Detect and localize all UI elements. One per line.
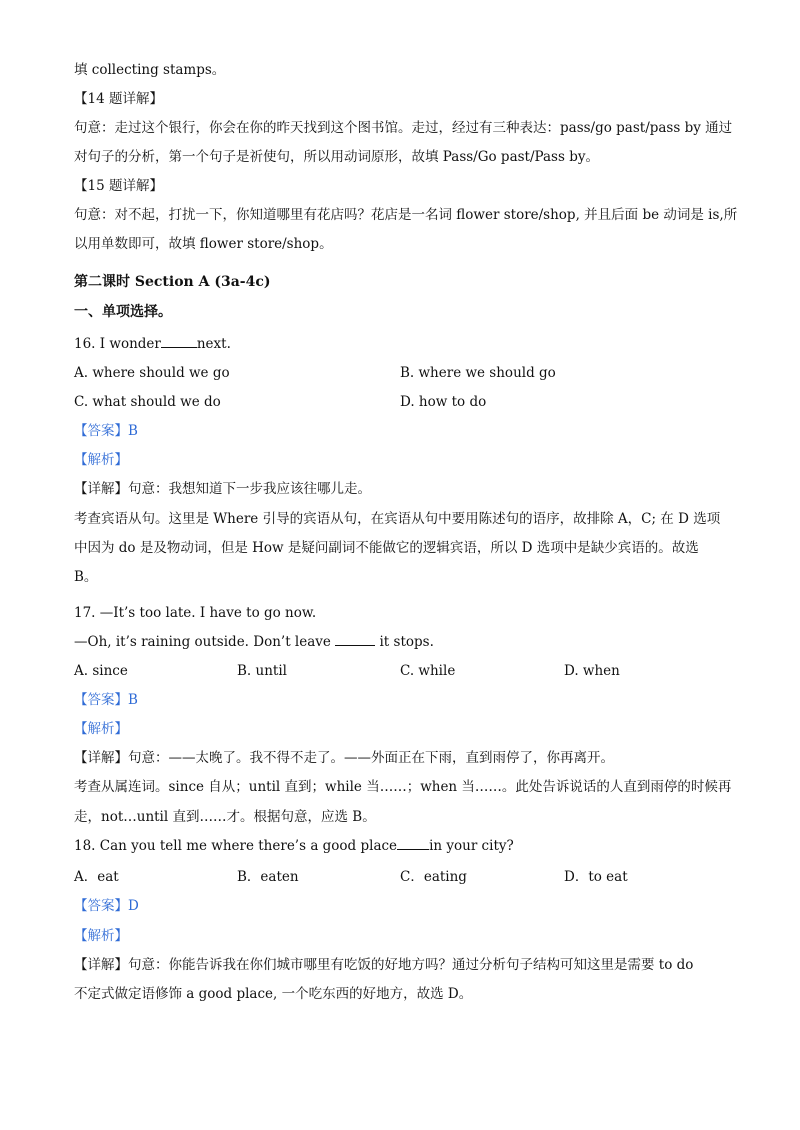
stem-text: in your city?	[429, 838, 514, 854]
text-line: 句意：走过这个银行，你会在你的昨天找到这个图书馆。走过，经过有三种表达：pass/go past/pass by 通过	[74, 120, 733, 136]
detail-text: 不定式做定语修饰 a good place, 一个吃东西的好地方，故选 D。	[74, 986, 473, 1002]
part-title: 一、单项选择。	[74, 304, 172, 320]
explanation-text: B。	[74, 569, 98, 585]
detail-text: 【详解】句意：我想知道下一步我应该往哪儿走。	[74, 481, 371, 497]
analysis-label: 【解析】	[74, 452, 128, 468]
section-title: 第二课时 Section A (3a-4c)	[74, 274, 271, 290]
text-line: 对句子的分析，第一个句子是祈使句，所以用动词原形，故填 Pass/Go past/Pass by。	[74, 149, 599, 165]
q16-options-row-1	[74, 363, 556, 383]
question-18-stem	[74, 836, 514, 856]
option-b: B. until	[237, 663, 287, 679]
answer-label: 【答案】D	[74, 898, 139, 914]
explanation-text: 考查宾语从句。这里是 Where 引导的宾语从句，在宾语从句中要用陈述句的语序，故排除 A，C; 在 D 选项	[74, 511, 721, 527]
answer-label: 【答案】B	[74, 423, 138, 439]
option-b: B. where we should go	[400, 365, 556, 381]
text-line: 句意：对不起，打扰一下，你知道哪里有花店吗？花店是一名词 flower store/shop, 并且后面 be 动词是 is,所	[74, 207, 738, 223]
option-d: D. when	[564, 663, 620, 679]
question-17-line-2	[74, 632, 434, 652]
option-c: C. while	[400, 663, 456, 679]
stem-text: 18. Can you tell me where there’s a good place	[74, 838, 398, 854]
stem-text: —Oh, it’s raining outside. Don’t leave	[74, 634, 336, 650]
answer-label: 【答案】B	[74, 692, 138, 708]
explanation-text: 走，not…until 直到……才。根据句意，应选 B。	[74, 809, 376, 825]
detail-text: 【详解】句意：——太晚了。我不得不走了。——外面正在下雨，直到雨停了，你再离开。	[74, 750, 614, 766]
question-17-line-1: 17. —It’s too late. I have to go now.	[74, 605, 317, 621]
q16-options-row-2	[74, 392, 487, 412]
option-a: A. since	[74, 663, 128, 679]
analysis-label: 【解析】	[74, 721, 128, 737]
answer-blank	[161, 334, 197, 348]
answer-blank	[397, 836, 429, 850]
stem-text: it stops.	[375, 634, 434, 650]
detail-text: 【详解】句意：你能告诉我在你们城市哪里有吃饭的好地方吗？通过分析句子结构可知这里是需要 to do	[74, 957, 694, 973]
stem-text: next.	[196, 336, 231, 352]
option-a: A．eat	[74, 869, 119, 885]
option-d: D．to eat	[564, 869, 628, 885]
option-c: C. what should we do	[74, 394, 221, 410]
option-c: C．eating	[400, 869, 467, 885]
q17-options-row	[74, 661, 734, 681]
explanation-text: 中因为 do 是及物动词，但是 How 是疑问副词不能做它的逻辑宾语，所以 D 选项中是缺少宾语的。故选	[74, 540, 699, 556]
heading-q15: 【15 题详解】	[74, 178, 163, 194]
heading-q14: 【14 题详解】	[74, 91, 163, 107]
text-line: 以用单数即可，故填 flower store/shop。	[74, 236, 333, 252]
stem-text: 16. I wonder	[74, 336, 161, 352]
option-b: B．eaten	[237, 869, 299, 885]
analysis-label: 【解析】	[74, 928, 128, 944]
text-line: 填 collecting stamps。	[74, 62, 226, 78]
option-a: A. where should we go	[74, 365, 230, 381]
explanation-text: 考查从属连词。since 自从；until 直到；while 当……；when 当……。此处告诉说话的人直到雨停的时候再	[74, 779, 732, 795]
option-d: D. how to do	[400, 394, 487, 410]
q18-options-row	[74, 867, 734, 887]
question-16-stem	[74, 334, 231, 354]
answer-blank	[335, 632, 375, 646]
